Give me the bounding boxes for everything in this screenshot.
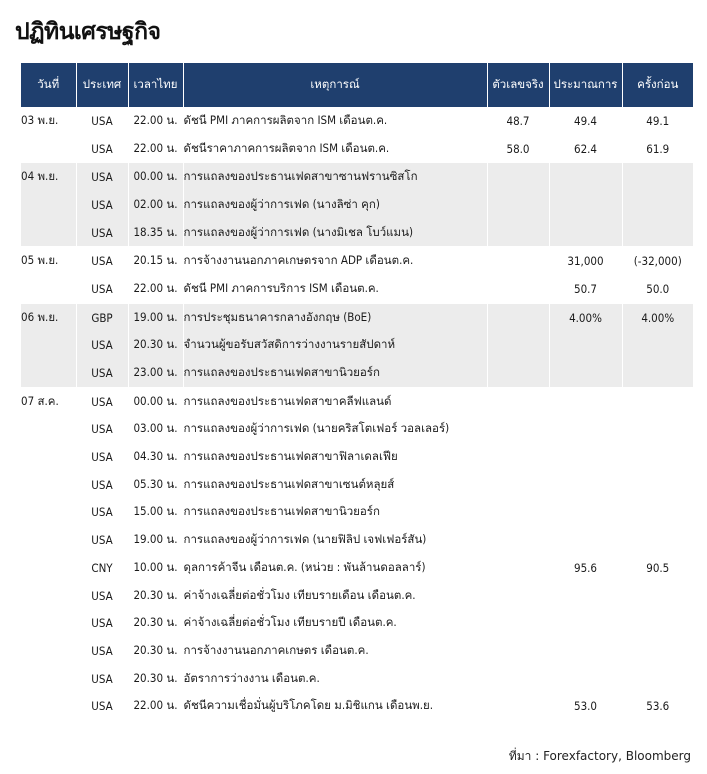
table-row xyxy=(21,526,693,554)
table-row xyxy=(21,247,693,275)
table-row xyxy=(21,191,693,219)
cell-event: การแถลงของประธานเฟดสาขาซานฟรานซิสโก xyxy=(183,163,487,191)
cell-actual xyxy=(487,526,549,554)
table-row xyxy=(21,637,693,665)
cell-date xyxy=(21,499,76,527)
cell-country: USA xyxy=(76,332,128,360)
cell-actual xyxy=(487,303,549,331)
table-header-row xyxy=(21,63,693,107)
cell-date xyxy=(21,692,76,720)
table-row xyxy=(21,332,693,360)
cell-time: 22.00 น. xyxy=(128,135,183,163)
cell-date xyxy=(21,275,76,303)
cell-time: 23.00 น. xyxy=(128,359,183,387)
cell-previous xyxy=(622,526,693,554)
table-body xyxy=(21,107,693,720)
cell-actual xyxy=(487,637,549,665)
cell-forecast xyxy=(549,359,622,387)
cell-country: USA xyxy=(76,471,128,499)
cell-previous: 90.5 xyxy=(646,560,670,575)
cell-date xyxy=(21,554,76,582)
page-title: ปฏิทินเศรษฐกิจ xyxy=(15,19,161,45)
cell-country: GBP xyxy=(76,303,128,331)
cell-date: 05 พ.ย. xyxy=(21,247,76,275)
table-row xyxy=(21,387,693,415)
cell-time: 20.30 น. xyxy=(128,582,183,610)
cell-country: USA xyxy=(76,609,128,637)
cell-previous: 50.0 xyxy=(646,281,670,296)
cell-forecast xyxy=(549,609,622,637)
cell-time: 19.00 น. xyxy=(128,303,183,331)
cell-country: USA xyxy=(76,247,128,275)
cell-country: USA xyxy=(76,582,128,610)
cell-previous: 4.00% xyxy=(622,303,693,331)
cell-forecast: 62.4 xyxy=(549,135,622,163)
table-row xyxy=(21,692,693,720)
cell-forecast xyxy=(549,443,622,471)
cell-time: 02.00 น. xyxy=(128,191,183,219)
cell-event: การแถลงของผู้ว่าการเฟด (นางมิเชล โบว์แมน) xyxy=(183,219,487,247)
cell-previous xyxy=(622,499,693,527)
cell-time: 20.30 น. xyxy=(128,665,183,693)
cell-date xyxy=(21,443,76,471)
source-note: ที่มา : Forexfactory, Bloomberg xyxy=(508,749,691,763)
table-row xyxy=(21,303,693,331)
cell-date xyxy=(21,471,76,499)
table-row xyxy=(21,359,693,387)
cell-forecast xyxy=(549,332,622,360)
cell-actual xyxy=(487,359,549,387)
cell-event: อัตราการว่างงาน เดือนต.ค. xyxy=(183,665,487,693)
header-previous: ครั้งก่อน xyxy=(622,63,693,107)
table-row xyxy=(21,163,693,191)
cell-actual xyxy=(487,609,549,637)
cell-previous xyxy=(622,665,693,693)
cell-country: USA xyxy=(76,499,128,527)
cell-date xyxy=(21,416,76,444)
cell-country: USA xyxy=(76,219,128,247)
cell-forecast xyxy=(549,191,622,219)
cell-time: 20.15 น. xyxy=(128,247,183,275)
cell-country: USA xyxy=(76,191,128,219)
table-row xyxy=(21,219,693,247)
cell-event: จำนวนผู้ขอรับสวัสดิการว่างงานรายสัปดาห์ xyxy=(183,332,487,360)
cell-forecast xyxy=(549,219,622,247)
economic-calendar-table xyxy=(21,63,693,720)
cell-actual xyxy=(487,499,549,527)
table-row xyxy=(21,499,693,527)
header-event: เหตุการณ์ xyxy=(183,63,487,107)
cell-forecast xyxy=(549,163,622,191)
cell-event: การแถลงของประธานเฟดสาขานิวยอร์ก xyxy=(183,499,487,527)
cell-time: 00.00 น. xyxy=(128,387,183,415)
cell-actual xyxy=(487,387,549,415)
cell-forecast xyxy=(549,582,622,610)
cell-event: ค่าจ้างเฉลี่ยต่อชั่วโมง เทียบรายปี เดือนต.ค. xyxy=(183,609,487,637)
cell-actual xyxy=(487,219,549,247)
cell-date xyxy=(21,191,76,219)
cell-time: 20.30 น. xyxy=(128,332,183,360)
cell-actual xyxy=(487,275,549,303)
cell-forecast: 50.7 xyxy=(549,275,622,303)
cell-time: 00.00 น. xyxy=(128,163,183,191)
cell-forecast xyxy=(549,665,622,693)
cell-actual xyxy=(487,247,549,275)
cell-previous xyxy=(622,219,693,247)
cell-date xyxy=(21,359,76,387)
header-time: เวลาไทย xyxy=(128,63,183,107)
cell-date xyxy=(21,526,76,554)
cell-event: การแถลงของประธานเฟดสาขานิวยอร์ก xyxy=(183,359,487,387)
cell-event: การแถลงของประธานเฟดสาขาเซนต์หลุยส์ xyxy=(183,471,487,499)
cell-event: การแถลงของประธานเฟดสาขาฟิลาเดลเฟีย xyxy=(183,443,487,471)
table-row xyxy=(21,665,693,693)
cell-forecast xyxy=(549,387,622,415)
cell-actual: 48.7 xyxy=(487,107,549,135)
cell-previous xyxy=(622,609,693,637)
cell-country: USA xyxy=(76,387,128,415)
cell-country: USA xyxy=(76,107,128,135)
cell-event: ดัชนี PMI ภาคการผลิตจาก ISM เดือนต.ค. xyxy=(183,107,487,135)
cell-date: 04 พ.ย. xyxy=(21,163,76,191)
cell-time: 22.00 น. xyxy=(128,275,183,303)
cell-forecast xyxy=(549,637,622,665)
cell-previous xyxy=(622,637,693,665)
cell-forecast: 4.00% xyxy=(549,303,622,331)
header-actual: ตัวเลขจริง xyxy=(487,63,549,107)
cell-time: 22.00 น. xyxy=(128,692,183,720)
cell-date xyxy=(21,637,76,665)
cell-time: 20.30 น. xyxy=(128,637,183,665)
cell-event: ดัชนีความเชื่อมั่นผู้บริโภคโดย ม.มิชิแกน เดือนพ.ย. xyxy=(183,692,487,720)
table-row xyxy=(21,554,693,582)
cell-date xyxy=(21,219,76,247)
cell-event: การแถลงของผู้ว่าการเฟด (นางลิซ่า คุก) xyxy=(183,191,487,219)
table-row xyxy=(21,135,693,163)
cell-country: USA xyxy=(76,526,128,554)
cell-forecast: 31,000 xyxy=(549,247,622,275)
table-row xyxy=(21,107,693,135)
cell-date xyxy=(21,665,76,693)
cell-country: USA xyxy=(76,443,128,471)
cell-previous: 49.1 xyxy=(646,113,670,128)
cell-event: ดุลการค้าจีน เดือนต.ค. (หน่วย : พันล้านดอลลาร์) xyxy=(183,554,487,582)
cell-time: 20.30 น. xyxy=(128,609,183,637)
cell-country: USA xyxy=(76,359,128,387)
cell-forecast: 49.4 xyxy=(549,107,622,135)
cell-forecast xyxy=(549,416,622,444)
cell-actual xyxy=(487,416,549,444)
cell-previous xyxy=(622,332,693,360)
cell-date: 06 พ.ย. xyxy=(21,303,76,331)
cell-previous: 53.6 xyxy=(646,699,670,714)
cell-country: USA xyxy=(76,135,128,163)
cell-previous xyxy=(622,416,693,444)
header-country: ประเทศ xyxy=(76,63,128,107)
cell-event: การจ้างงานนอกภาคเกษตรจาก ADP เดือนต.ค. xyxy=(183,247,487,275)
cell-country: USA xyxy=(76,692,128,720)
cell-forecast: 53.0 xyxy=(549,692,622,720)
cell-time: 18.35 น. xyxy=(128,219,183,247)
cell-forecast xyxy=(549,526,622,554)
cell-event: การแถลงของผู้ว่าการเฟด (นายคริสโตเฟอร์ วอลเลอร์) xyxy=(183,416,487,444)
cell-actual xyxy=(487,692,549,720)
cell-actual xyxy=(487,471,549,499)
cell-date: 03 พ.ย. xyxy=(21,107,76,135)
cell-country: USA xyxy=(76,163,128,191)
cell-time: 22.00 น. xyxy=(128,107,183,135)
cell-event: ค่าจ้างเฉลี่ยต่อชั่วโมง เทียบรายเดือน เดือนต.ค. xyxy=(183,582,487,610)
cell-event: การจ้างงานนอกภาคเกษตร เดือนต.ค. xyxy=(183,637,487,665)
cell-country: USA xyxy=(76,665,128,693)
cell-event: ดัชนี PMI ภาคการบริการ ISM เดือนต.ค. xyxy=(183,275,487,303)
cell-country: CNY xyxy=(76,554,128,582)
cell-actual xyxy=(487,163,549,191)
cell-time: 05.30 น. xyxy=(128,471,183,499)
cell-event: ดัชนีราคาภาคการผลิตจาก ISM เดือนต.ค. xyxy=(183,135,487,163)
table-row xyxy=(21,471,693,499)
table-row xyxy=(21,443,693,471)
header-date: วันที่ xyxy=(21,63,76,107)
cell-time: 15.00 น. xyxy=(128,499,183,527)
cell-actual: 58.0 xyxy=(487,135,549,163)
cell-previous xyxy=(622,582,693,610)
cell-date xyxy=(21,609,76,637)
cell-forecast: 95.6 xyxy=(549,554,622,582)
cell-event: การประชุมธนาคารกลางอังกฤษ (BoE) xyxy=(183,303,487,331)
cell-country: USA xyxy=(76,637,128,665)
cell-previous: 61.9 xyxy=(646,141,670,156)
cell-event: การแถลงของผู้ว่าการเฟด (นายฟิลิป เจฟเฟอร์สัน) xyxy=(183,526,487,554)
cell-country: USA xyxy=(76,275,128,303)
cell-previous xyxy=(622,163,693,191)
cell-previous xyxy=(622,471,693,499)
cell-date xyxy=(21,582,76,610)
cell-previous xyxy=(622,191,693,219)
table-row xyxy=(21,275,693,303)
cell-previous xyxy=(622,443,693,471)
cell-forecast xyxy=(549,499,622,527)
cell-actual xyxy=(487,332,549,360)
cell-time: 19.00 น. xyxy=(128,526,183,554)
cell-time: 04.30 น. xyxy=(128,443,183,471)
cell-event: การแถลงของประธานเฟดสาขาคลีฟแลนด์ xyxy=(183,387,487,415)
header-forecast: ประมาณการ xyxy=(549,63,622,107)
cell-time: 03.00 น. xyxy=(128,416,183,444)
cell-previous: (-32,000) xyxy=(622,247,693,275)
table-row xyxy=(21,416,693,444)
cell-country: USA xyxy=(76,416,128,444)
cell-previous xyxy=(622,359,693,387)
cell-date xyxy=(21,332,76,360)
cell-previous xyxy=(622,387,693,415)
cell-actual xyxy=(487,582,549,610)
cell-actual xyxy=(487,443,549,471)
cell-date: 07 ส.ค. xyxy=(21,387,76,415)
cell-date xyxy=(21,135,76,163)
cell-actual xyxy=(487,191,549,219)
cell-time: 10.00 น. xyxy=(128,554,183,582)
cell-actual xyxy=(487,554,549,582)
table-row xyxy=(21,609,693,637)
table-row xyxy=(21,582,693,610)
cell-actual xyxy=(487,665,549,693)
cell-forecast xyxy=(549,471,622,499)
